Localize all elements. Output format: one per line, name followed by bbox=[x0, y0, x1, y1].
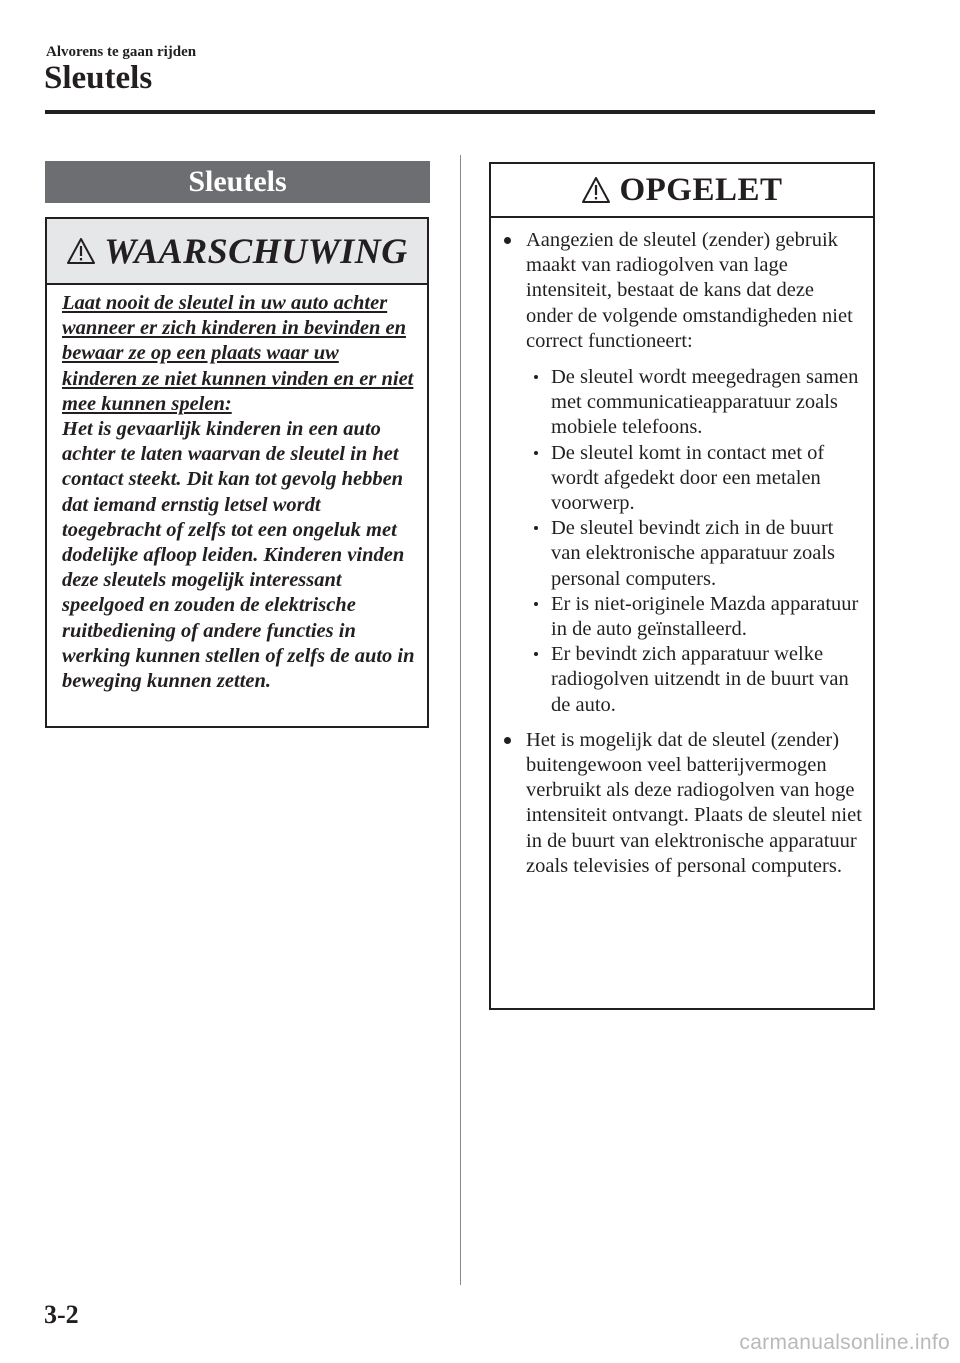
warning-triangle-icon bbox=[66, 237, 96, 265]
sub-list-item: De sleutel wordt meegedragen samen met communicatieapparatuur zoals mobiele telefoons. bbox=[526, 365, 865, 441]
sub-list-item: Er is niet-originele Mazda apparatuur in de auto geïnstalleerd. bbox=[526, 592, 865, 642]
header-rule bbox=[45, 110, 875, 114]
list-item-text: Aangezien de sleutel (zender) gebruik maakt van radiogolven van lage intensiteit, bestaat de kans dat deze onder de volgende omstandigheden niet correct functioneert: bbox=[526, 229, 853, 352]
sub-list-item: De sleutel bevindt zich in de buurt van elektronische apparatuur zoals personal computers. bbox=[526, 516, 865, 592]
page-number: 3-2 bbox=[44, 1300, 79, 1329]
breadcrumb: Alvorens te gaan rijden bbox=[46, 44, 197, 60]
warning-title: WAARSCHUWING bbox=[104, 231, 408, 271]
sub-bullet-icon bbox=[534, 451, 538, 455]
sub-bullet-icon bbox=[534, 375, 538, 379]
sub-list-item: De sleutel komt in contact met of wordt afgedekt door een metalen voorwerp. bbox=[526, 441, 865, 517]
sub-bullet-icon bbox=[534, 652, 538, 656]
page-title: Sleutels bbox=[44, 60, 153, 96]
watermark: carmanualsonline.info bbox=[739, 1331, 950, 1354]
list-item-text: Het is mogelijk dat de sleutel (zender) buitengewoon veel batterijvermogen verbruikt als deze radiogolven van hoge intensiteit ontvangt. Plaats de sleutel niet in de buurt van elektronische apparatuur zoals televisies of personal computers. bbox=[526, 728, 862, 877]
sub-list-item: Er bevindt zich apparatuur welke radiogolven uitzendt in de buurt van de auto. bbox=[526, 642, 865, 718]
list-item bbox=[491, 728, 865, 879]
caution-box bbox=[489, 162, 875, 1010]
caution-title: OPGELET bbox=[619, 171, 783, 208]
warning-header bbox=[47, 219, 427, 285]
warning-text: Het is gevaarlijk kinderen in een auto achter te laten waarvan de sleutel in het contact steekt. Dit kan tot gevolg hebben dat iemand ernstig letsel wordt toegebracht of zelfs tot een ongeluk met dodelijke afloop leiden. Kinderen vinden deze sleutels mogelijk interessant speelgoed en zouden de elektrische ruitbediening of andere functies in werking kunnen stellen of zelfs de auto in beweging kunnen zetten. bbox=[62, 418, 415, 693]
column-divider bbox=[460, 155, 461, 1285]
bullet-icon bbox=[504, 737, 511, 744]
bullet-icon bbox=[504, 237, 511, 244]
warning-lead: Laat nooit de sleutel in uw auto achter wanneer er zich kinderen in bevinden en bewaar ze op een plaats waar uw kinderen ze niet kunnen vinden en er niet mee kunnen spelen: bbox=[62, 292, 414, 415]
sub-bullet-icon bbox=[534, 602, 538, 606]
warning-triangle-icon bbox=[581, 176, 611, 204]
list-item bbox=[491, 228, 865, 718]
warning-box bbox=[45, 217, 429, 728]
section-heading: Sleutels bbox=[45, 161, 430, 203]
caution-body bbox=[491, 218, 873, 879]
sub-list bbox=[526, 365, 865, 718]
caution-header bbox=[491, 164, 873, 218]
sub-bullet-icon bbox=[534, 526, 538, 530]
warning-body bbox=[47, 285, 427, 694]
